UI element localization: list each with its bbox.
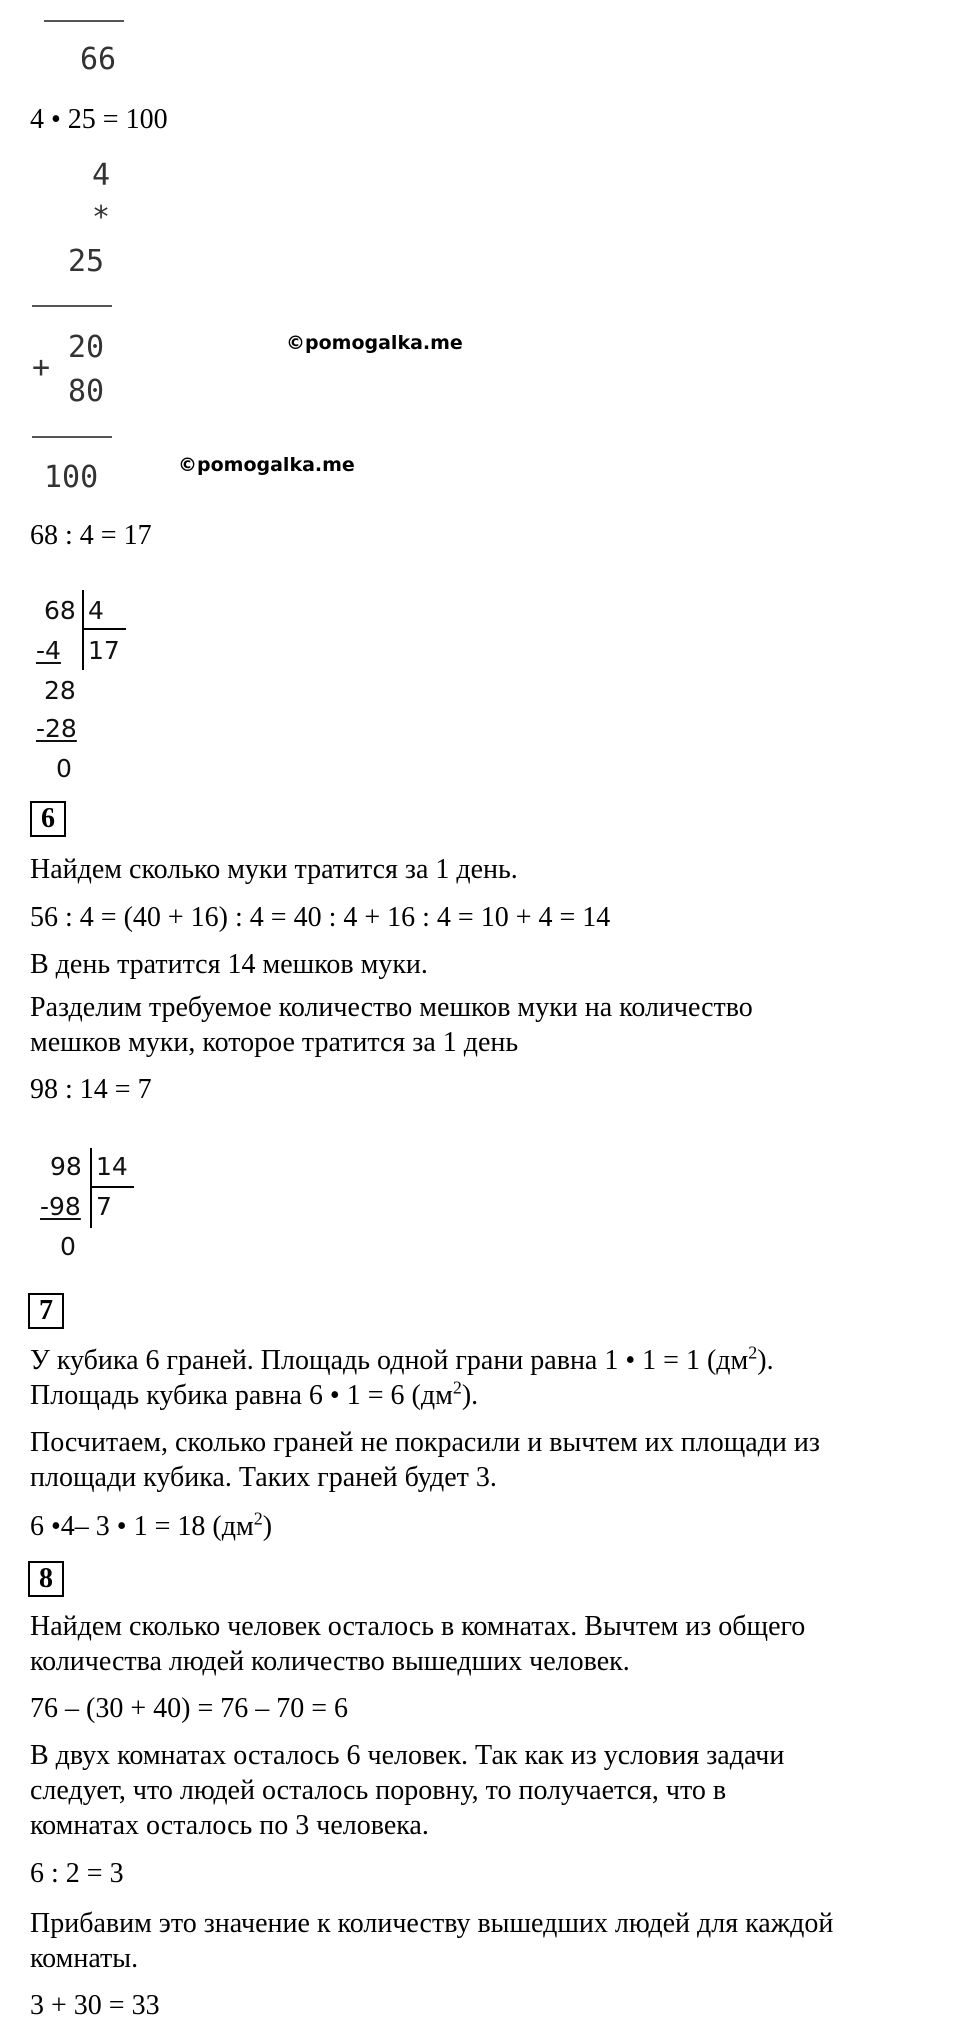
mult-total: 100: [44, 460, 99, 495]
division-bracket-vertical: [82, 590, 84, 670]
column-divider-line: [44, 20, 124, 22]
mult-operator: *: [92, 200, 111, 235]
task-7-line-4-end: ): [262, 1511, 273, 1542]
task-6-line-1: Найдем сколько муки тратится за 1 день.: [30, 854, 518, 885]
mult-plus-sign: +: [32, 350, 51, 385]
task-8-line-4: 6 : 2 = 3: [30, 1858, 124, 1889]
task-8-line-5a: Прибавим это значение к количеству вышедших людей для каждой: [30, 1908, 834, 1939]
task-7-line-4-text: 6 •4– 3 • 1 = 18 (дм: [30, 1511, 254, 1542]
task-7-line-3b: площади кубика. Таких граней будет 3.: [30, 1462, 497, 1493]
task-6-division-step-1: -98: [40, 1192, 81, 1221]
task-7-line-1-end: ).: [757, 1345, 774, 1376]
division-divisor: 4: [88, 596, 104, 625]
division-final-remainder: 0: [56, 754, 72, 783]
task-6-number-box: 6: [30, 801, 66, 837]
task-8-line-3b: следует, что людей осталось поровну, то получается, что в: [30, 1775, 727, 1806]
task-7-line-4: [30, 1509, 272, 1545]
mult-factor-a: 4: [92, 158, 111, 193]
task-7-number-box: 7: [28, 1293, 64, 1329]
mult-partial-1: 20: [68, 330, 105, 365]
task-6-division-bracket-vertical: [90, 1148, 92, 1228]
division-remainder-1: 28: [44, 676, 76, 705]
task-6-line-4b: мешков муки, которое тратится за 1 день: [30, 1027, 519, 1058]
watermark: ©pomogalka.me: [178, 454, 355, 476]
division-bracket-horizontal: [82, 628, 126, 630]
task-6-division-divisor: 14: [96, 1152, 128, 1181]
task-7-line-2-text: Площадь кубика равна 6 • 1 = 6 (дм: [30, 1380, 453, 1411]
mult-factor-b: 25: [68, 244, 105, 279]
task-7-line-1-text: У кубика 6 граней. Площадь одной грани равна 1 • 1 = 1 (дм: [30, 1345, 749, 1376]
division-step-2: -28: [36, 714, 77, 743]
task-6-line-5: 98 : 14 = 7: [30, 1074, 152, 1105]
task-7-line-2-sup: 2: [452, 1377, 462, 1398]
task-8-line-1b: количества людей количество вышедших человек.: [30, 1646, 630, 1677]
task-8-number-box: 8: [28, 1561, 64, 1597]
mult-divider-line: [32, 305, 112, 307]
task-7-line-4-sup: 2: [253, 1508, 263, 1529]
division-dividend: 68: [44, 596, 76, 625]
mult-sum-line: [32, 436, 112, 438]
task-6-division-final-remainder: 0: [60, 1232, 76, 1261]
division-equation: 68 : 4 = 17: [30, 520, 152, 551]
task-6-line-3: В день тратится 14 мешков муки.: [30, 949, 428, 980]
task-8-line-2: 76 – (30 + 40) = 76 – 70 = 6: [30, 1693, 349, 1724]
division-step-1: -4: [36, 636, 61, 665]
task-8-line-3a: В двух комнатах осталось 6 человек. Так как из условия задачи: [30, 1740, 785, 1771]
division-quotient: 17: [88, 636, 120, 665]
column-result: 66: [80, 42, 117, 77]
task-6-division-bracket-horizontal: [90, 1186, 134, 1188]
task-8-line-5b: комнаты.: [30, 1943, 139, 1974]
task-8-line-3c: комнатах осталось по 3 человека.: [30, 1810, 429, 1841]
task-6-line-2: 56 : 4 = (40 + 16) : 4 = 40 : 4 + 16 : 4 = 10 + 4 = 14: [30, 902, 611, 933]
task-6-line-4a: Разделим требуемое количество мешков муки на количество: [30, 992, 753, 1023]
mult-partial-2: 80: [68, 374, 105, 409]
task-7-line-2: [30, 1378, 478, 1414]
task-7-line-1: [30, 1343, 774, 1379]
task-7-line-2-end: ).: [461, 1380, 479, 1411]
task-6-division-dividend: 98: [50, 1152, 82, 1181]
task-8-line-1a: Найдем сколько человек осталось в комнатах. Вычтем из общего: [30, 1611, 806, 1642]
watermark: ©pomogalka.me: [286, 332, 463, 354]
task-7-line-1-sup: 2: [748, 1342, 758, 1363]
task-8-line-6: 3 + 30 = 33: [30, 1990, 160, 2021]
task-6-division-quotient: 7: [96, 1192, 112, 1221]
task-7-line-3a: Посчитаем, сколько граней не покрасили и вычтем их площади из: [30, 1427, 820, 1458]
mult-equation: 4 • 25 = 100: [30, 104, 168, 135]
